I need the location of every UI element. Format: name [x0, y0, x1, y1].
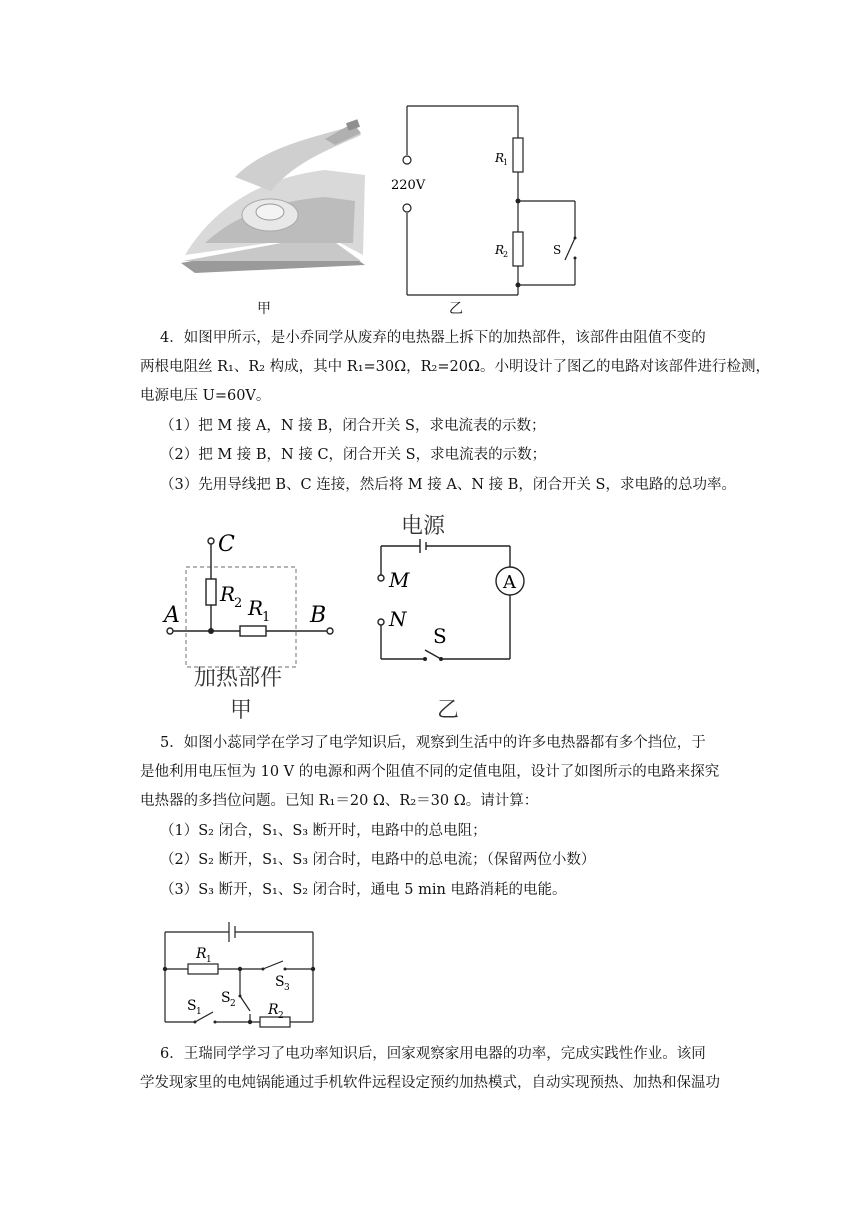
q5-item-3: （3）S₃ 断开，S₁、S₂ 闭合时，通电 5 min 电路消耗的电能。: [160, 882, 567, 898]
q5-line-1: 5．如图小蕊同学在学习了电学知识后，观察到生活中的许多电热器都有多个挡位，于: [160, 735, 706, 751]
iron-image: [175, 115, 375, 275]
s3-label: S: [275, 974, 285, 990]
r1-sub: 1: [262, 610, 271, 625]
figure-5-circuit: [155, 912, 325, 1032]
terminal-m-label: M: [389, 568, 410, 592]
s1-sub: 1: [196, 1007, 202, 1017]
figure-3-caption-right: 乙: [449, 301, 463, 317]
node-a-label: A: [164, 603, 180, 628]
switch-s-label: S: [433, 624, 447, 648]
component-box-label: 加热部件: [194, 666, 283, 691]
s3-sub: 3: [284, 983, 290, 993]
q5-item-2: （2）S₂ 断开，S₁、S₃ 闭合时，电路中的总电流；（保留两位小数）: [160, 852, 596, 868]
figure-4a-heating-component: [160, 525, 350, 725]
voltage-label: 220V: [391, 178, 426, 193]
q4-item-1: （1）把 M 接 A，N 接 B，闭合开关 S，求电流表的示数；: [160, 418, 546, 434]
switch-label: S: [553, 243, 562, 257]
q4-item-2: （2）把 M 接 B，N 接 C，闭合开关 S，求电流表的示数；: [160, 447, 547, 463]
s2-sub: 2: [230, 999, 236, 1009]
q4-line-2: 两根电阻丝 R₁、R₂ 构成，其中 R₁=30Ω，R₂=20Ω。小明设计了图乙的电路对该部件进行检测，: [140, 359, 770, 375]
r2-label: R: [268, 1002, 279, 1018]
r2-sub: 2: [234, 596, 243, 611]
r1-label: R: [495, 151, 505, 165]
r2-label: R: [495, 243, 505, 257]
r1-sub: 1: [503, 158, 509, 167]
question-5-text: [140, 729, 740, 816]
q6-line-1: 6．王瑞同学学习了电功率知识后，回家观察家用电器的功率，完成实践性作业。该同: [160, 1046, 706, 1062]
ammeter-label: A: [503, 572, 516, 593]
s2-label: S: [221, 990, 231, 1006]
q5-line-2: 是他利用电压恒为 10 V 的电源和两个阻值不同的定值电阻，设计了如图所示的电路来探究: [140, 764, 720, 780]
r2-sub: 2: [503, 250, 509, 259]
q4-line-3: 电源电压 U=60V。: [140, 388, 271, 404]
figure-3-circuit: [385, 98, 585, 303]
s1-label: S: [187, 998, 197, 1014]
r1-label: R: [248, 596, 264, 620]
figure-4b-test-circuit: [365, 505, 535, 725]
q4-line-1: 4．如图甲所示，是小乔同学从废弃的电热器上拆下的加热部件，该部件由阻值不变的: [160, 330, 706, 346]
q5-line-3: 电热器的多挡位问题。已知 R₁＝20 Ω、R₂＝30 Ω。请计算：: [140, 793, 539, 809]
node-c-label: C: [218, 532, 235, 557]
power-source-label: 电源: [401, 514, 446, 539]
r2-sub: 2: [278, 1011, 284, 1021]
q4-item-3: （3）先用导线把 B、C 连接，然后将 M 接 A、N 接 B，闭合开关 S，求电路的总功率。: [160, 477, 736, 493]
question-6-text: [140, 1040, 740, 1098]
q6-line-2: 学发现家里的电炖锅能通过手机软件远程设定预约加热模式，自动实现预热、加热和保温功: [140, 1075, 720, 1091]
figure-4b-caption: 乙: [437, 698, 460, 723]
q5-item-1: （1）S₂ 闭合，S₁、S₃ 断开时，电路中的总电阻；: [160, 823, 487, 839]
r2-label: R: [220, 582, 236, 606]
figure-3-caption-left: 甲: [257, 301, 271, 317]
terminal-n-label: N: [389, 607, 407, 631]
figure-4a-caption: 甲: [230, 698, 253, 723]
r1-sub: 1: [206, 955, 212, 965]
node-b-label: B: [310, 603, 327, 628]
r1-label: R: [196, 946, 207, 962]
question-4-text: [140, 324, 770, 411]
